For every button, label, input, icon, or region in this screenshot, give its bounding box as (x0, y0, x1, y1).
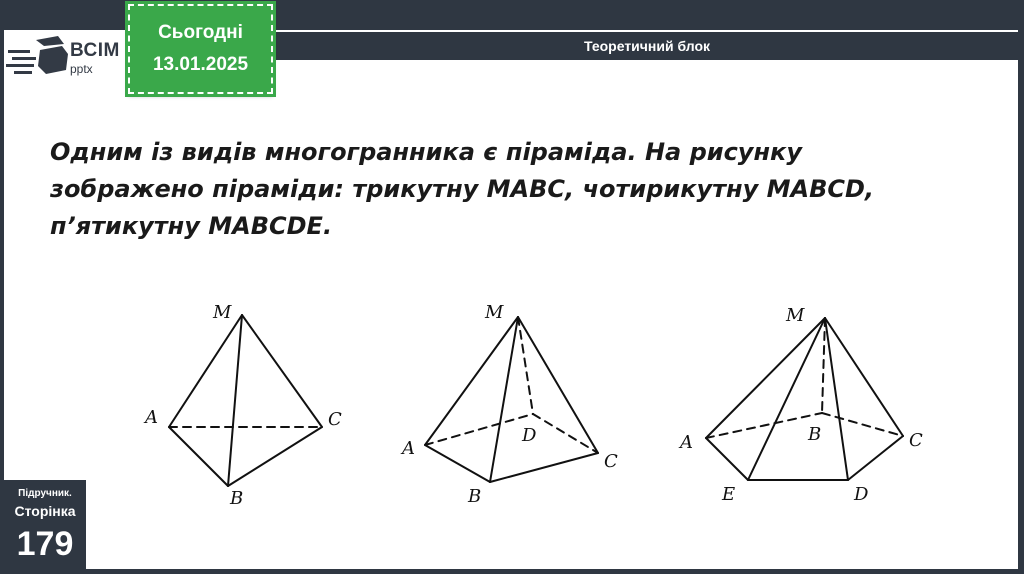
page-number: 179 (16, 525, 74, 563)
section-title: Теоретичний блок (276, 32, 1018, 60)
triangular-pyramid (169, 315, 322, 486)
logo-name: ВСІМ (70, 40, 120, 61)
textbook-label: Підручник. (18, 488, 72, 499)
pent-label-a: A (680, 432, 693, 453)
tri-label-b: B (230, 488, 244, 509)
quad-label-b: B (468, 486, 482, 507)
textbook-page-box (4, 480, 86, 570)
tri-label-m: M (213, 302, 232, 323)
pent-label-c: C (909, 430, 923, 451)
quadrilateral-pyramid (425, 317, 598, 482)
page-label: Сторінка (14, 503, 76, 519)
date-value: 13.01.2025 (152, 54, 249, 75)
tri-label-a: A (145, 407, 158, 428)
pentagonal-pyramid (706, 318, 903, 480)
logo-sub: pptx (70, 62, 93, 76)
pent-label-d: D (854, 484, 869, 505)
date-label: Сьогодні (158, 22, 243, 43)
quad-label-m: M (485, 302, 504, 323)
quad-label-a: A (402, 438, 415, 459)
pent-label-b: B (808, 424, 822, 445)
tri-label-c: C (328, 409, 342, 430)
pyramid-figures (0, 290, 1024, 520)
quad-label-c: C (604, 451, 618, 472)
date-badge (128, 4, 273, 94)
bottom-frame (0, 569, 1024, 574)
pent-label-m: M (786, 305, 805, 326)
pent-label-e: E (722, 484, 736, 505)
main-text: Одним із видів многогранника є піраміда. На рисунку зображено піраміди: трикутну MABC, чотирикутну MABCD, п’ятикутну MABCDE. (50, 138, 875, 240)
quad-label-d: D (522, 425, 537, 446)
